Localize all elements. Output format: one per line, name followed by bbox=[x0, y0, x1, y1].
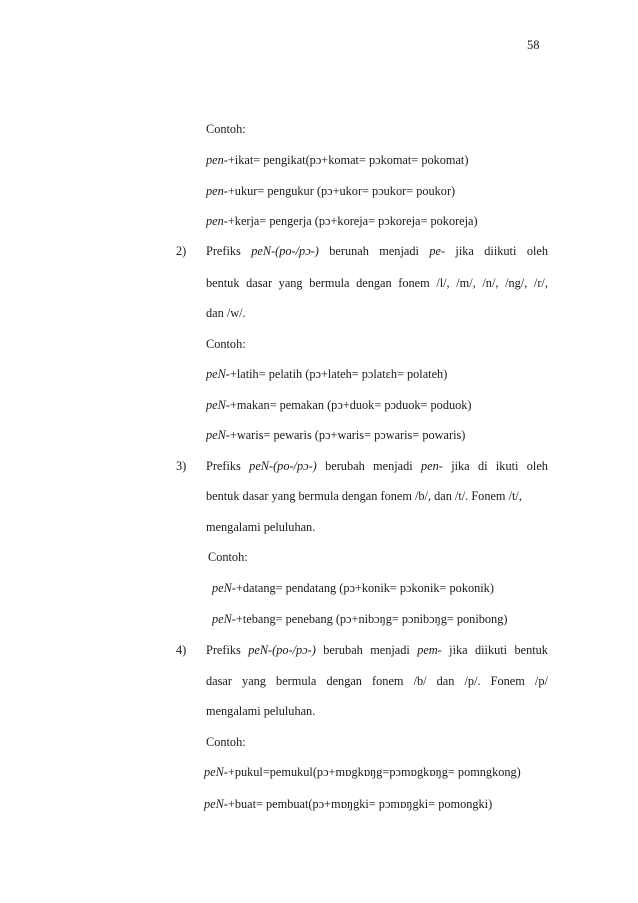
example-line: peN-+tebang= penebang (pɔ+nibɔŋg= pɔnibɔŋg= ponibong) bbox=[212, 612, 508, 626]
word: dasar bbox=[246, 276, 273, 290]
word: Prefiks bbox=[206, 459, 241, 473]
word: yang bbox=[242, 674, 266, 688]
example-line: peN-+makan= pemakan (pɔ+duok= pɔduok= poduok) bbox=[206, 398, 472, 412]
word: Prefiks bbox=[206, 244, 241, 258]
word: menjadi bbox=[379, 244, 419, 258]
contoh-label: Contoh: bbox=[206, 337, 246, 351]
example-line: peN-+pukul=pemukul(pɔ+mɒgkɒŋg=pɔmɒgkɒŋg= pomngkong) bbox=[204, 765, 521, 779]
word: /b/ bbox=[413, 674, 427, 688]
word: dengan bbox=[326, 674, 362, 688]
word: pe- bbox=[429, 244, 446, 258]
word: pen- bbox=[421, 459, 443, 473]
contoh-label: Contoh: bbox=[206, 735, 246, 749]
word: bermula bbox=[276, 674, 317, 688]
word: /l/, bbox=[436, 276, 450, 290]
word: pem- bbox=[417, 643, 442, 657]
word: berubah bbox=[323, 643, 363, 657]
word: yang bbox=[278, 276, 303, 290]
word: Prefiks bbox=[206, 643, 241, 657]
paragraph-line: mengalami peluluhan. bbox=[206, 520, 316, 534]
word: dan bbox=[436, 674, 455, 688]
page-number: 58 bbox=[527, 38, 540, 52]
word: jika bbox=[449, 643, 468, 657]
word: /p/ bbox=[534, 674, 548, 688]
word: peN-(po-/pɔ-) bbox=[248, 643, 316, 657]
paragraph-line: mengalami peluluhan. bbox=[206, 704, 316, 718]
word: di bbox=[477, 459, 488, 473]
example-line: pen-+ikat= pengikat(pɔ+komat= pɔkomat= pokomat) bbox=[206, 153, 469, 167]
item-number: 2) bbox=[176, 244, 187, 258]
word: menjadi bbox=[373, 459, 413, 473]
word: dengan bbox=[356, 276, 392, 290]
word: bentuk bbox=[206, 276, 240, 290]
word: bentuk bbox=[514, 643, 548, 657]
word: /ng/, bbox=[505, 276, 528, 290]
word: /p/. bbox=[464, 674, 481, 688]
example-line: pen-+kerja= pengerja (pɔ+koreja= pɔkoreja= pokoreja) bbox=[206, 214, 478, 228]
word: /m/, bbox=[456, 276, 476, 290]
contoh-label: Contoh: bbox=[208, 550, 248, 564]
word: ikuti bbox=[495, 459, 519, 473]
example-line: pen-+ukur= pengukur (pɔ+ukor= pɔukor= poukor) bbox=[206, 184, 456, 198]
word: /r/, bbox=[533, 276, 548, 290]
word: /n/, bbox=[482, 276, 499, 290]
word: fonem bbox=[372, 674, 404, 688]
paragraph-line bbox=[206, 673, 548, 689]
word: menjadi bbox=[370, 643, 410, 657]
example-line: peN-+buat= pembuat(pɔ+mɒŋgki= pɔmɒŋgki= pomongki) bbox=[204, 797, 493, 811]
word: oleh bbox=[526, 244, 548, 258]
item-number: 4) bbox=[176, 643, 187, 657]
word: dasar bbox=[206, 674, 232, 688]
word: diikuti bbox=[484, 244, 517, 258]
example-line: peN-+datang= pendatang (pɔ+konik= pɔkonik= pokonik) bbox=[212, 581, 494, 595]
example-line: peN-+waris= pewaris (pɔ+waris= pɔwaris= powaris) bbox=[206, 428, 466, 442]
word: Fonem bbox=[490, 674, 525, 688]
word: peN-(po-/pɔ-) bbox=[249, 459, 317, 473]
item-number: 3) bbox=[176, 459, 187, 473]
contoh-label: Contoh: bbox=[206, 122, 246, 136]
paragraph-line bbox=[206, 275, 548, 291]
example-line: peN-+latih= pelatih (pɔ+lateh= pɔlatɛh= polateh) bbox=[206, 367, 448, 381]
word: bermula bbox=[309, 276, 350, 290]
word: diikuti bbox=[474, 643, 508, 657]
paragraph-line: dan /w/. bbox=[206, 306, 246, 320]
paragraph-line bbox=[206, 458, 548, 474]
word: jika bbox=[451, 459, 470, 473]
word: fonem bbox=[398, 276, 430, 290]
paragraph-line bbox=[206, 642, 548, 658]
word: jika bbox=[455, 244, 474, 258]
paragraph-line: bentuk dasar yang bermula dengan fonem /b/, dan /t/. Fonem /t/, bbox=[206, 489, 522, 503]
word: berunah bbox=[329, 244, 369, 258]
word: oleh bbox=[526, 459, 548, 473]
word: peN-(po-/pɔ-) bbox=[251, 244, 319, 258]
paragraph-line bbox=[206, 243, 548, 259]
word: berubah bbox=[325, 459, 365, 473]
